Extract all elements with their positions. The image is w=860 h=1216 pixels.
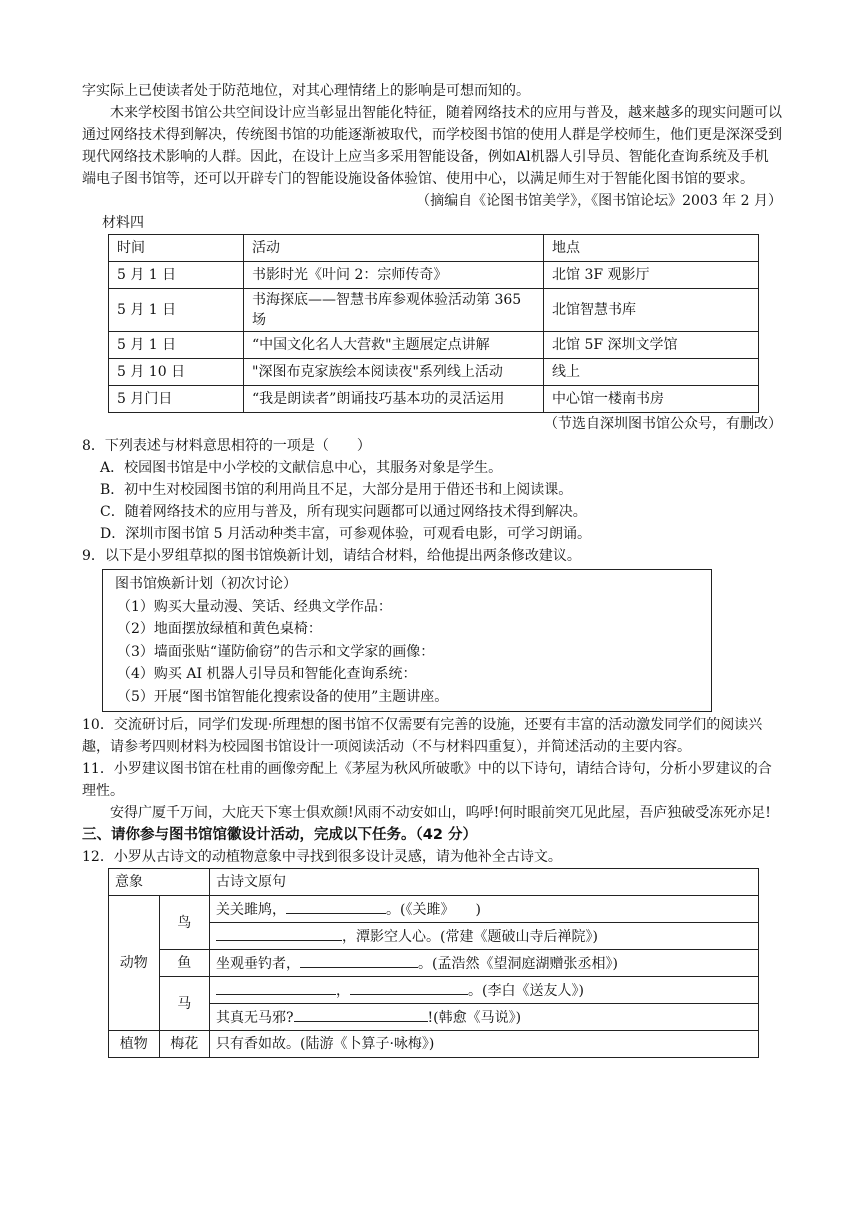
- material4-table: [108, 234, 759, 413]
- cell-activity: “中国文化名人大营救"主题展定点讲解: [244, 332, 544, 359]
- plan-item: （1）购买大量动漫、笑话、经典文学作品：: [117, 598, 392, 615]
- table-header-row: [109, 235, 759, 262]
- question-12-stem: 12．小罗从古诗文的动植物意象中寻找到很多设计灵感，请为他补全古诗文。: [82, 849, 562, 865]
- header-original-text: 古诗文原句: [210, 869, 759, 896]
- q8-option-b: B．初中生对校园图书馆的利用尚且不足，大部分是用于借还书和上阅读课。: [100, 482, 573, 498]
- answer-blank[interactable]: [216, 926, 342, 941]
- table-row: [109, 332, 759, 359]
- plan-item: （2）地面摆放绿植和黄色桌椅：: [117, 621, 322, 637]
- answer-blank[interactable]: [300, 953, 418, 968]
- table-row: [109, 386, 759, 413]
- imagery-table: [108, 868, 759, 1058]
- table-row: [109, 262, 759, 289]
- table-row: [109, 359, 759, 386]
- plan-title: 图书馆焕新计划（初次讨论）: [115, 576, 297, 592]
- image-fish: 鱼: [159, 950, 210, 977]
- material3-tail-line: 字实际上已使读者处于防范地位，对其心理情绪上的影响是可想而知的。: [82, 83, 530, 99]
- q8-option-c: C．随着网络技术的应用与普及，所有现实问题都可以通过网络技术得到解决。: [100, 504, 587, 520]
- plan-item: （5）开展“图书馆智能化搜索设备的使用”主题讲座。: [117, 688, 449, 705]
- q8-option-d: D．深圳市图书馆 5 月活动种类丰富，可参观体验，可观看电影，可学习朗诵。: [100, 526, 592, 542]
- material4-label: 材料四: [102, 215, 144, 231]
- verse-text: 。(孟浩然《望洞庭湖赠张丞相》): [418, 955, 618, 972]
- table-header-row: [109, 869, 759, 896]
- cell-place: 线上: [544, 359, 759, 386]
- category-plant: 植物: [109, 1031, 160, 1058]
- cell-place: 中心馆一楼南书房: [544, 386, 759, 413]
- cell-activity: "深图布克家族绘本阅读夜"系列线上活动: [244, 359, 544, 386]
- answer-blank[interactable]: [286, 899, 386, 914]
- verse-text: ，潭影空人心。(常建《题破山寺后禅院》): [342, 928, 598, 945]
- cell-time: 5 月 1 日: [109, 332, 244, 359]
- table-row: [109, 1031, 759, 1058]
- verse-text: 。(《关雎》 ): [386, 901, 481, 918]
- image-horse: 马: [159, 977, 210, 1031]
- verse-cell: [210, 950, 759, 977]
- question-11-stem: 11．小罗建议图书馆在杜甫的画像旁配上《茅屋为秋风所破歌》中的以下诗句，请结合诗句，分析小罗建议的合理性。: [82, 761, 772, 799]
- plan-item: （3）墙面张贴“谨防偷窃”的告示和文学家的画像：: [117, 643, 435, 660]
- answer-blank[interactable]: [350, 980, 468, 995]
- verse-text: !(韩愈《马说》): [427, 1009, 522, 1026]
- header-time: 时间: [109, 235, 244, 262]
- category-animal: 动物: [109, 896, 160, 1031]
- verse-cell: [210, 1004, 759, 1031]
- cell-place: 北馆 5F 深圳文学馆: [544, 332, 759, 359]
- cell-activity: “我是朗读者”朗诵技巧基本功的灵活运用: [244, 386, 544, 413]
- cell-time: 5 月门日: [109, 386, 244, 413]
- cell-time: 5 月 1 日: [109, 262, 244, 289]
- question-10: 10．交流研讨后，同学们发现·所理想的图书馆不仅需要有完善的设施，还要有丰富的活动激发同学们的阅读兴趣，请参考四则材料为校园图书馆设计一项阅读活动（不与材料四重复），并简述活动的主要内容。: [82, 717, 763, 755]
- verse-text: ，: [336, 982, 350, 999]
- image-plum: 梅花: [159, 1031, 210, 1058]
- cell-place: 北馆 3F 观影厅: [544, 262, 759, 289]
- table-row: [109, 896, 759, 923]
- renovation-plan-box: [102, 569, 712, 712]
- question-8-stem: 8．下列表述与材料意思相符的一项是（ ）: [82, 438, 371, 454]
- verse-text: 关关雎鸠，: [216, 901, 286, 918]
- material4-source: （节选自深圳图书馆公众号，有删改）: [544, 416, 782, 432]
- poem-excerpt: 安得广厦千万间，大庇天下寒士俱欢颜!风雨不动安如山，呜呼!何时眼前突兀见此屋，吾庐独破受冻死亦足!: [110, 805, 771, 821]
- table-row: [109, 289, 759, 332]
- table-row: [109, 977, 759, 1004]
- answer-blank[interactable]: [294, 1007, 428, 1022]
- section-3-heading: 三、请你参与图书馆馆徽设计活动，完成以下任务。（42 分）: [82, 827, 477, 843]
- verse-cell: 只有香如故。(陆游《卜算子·咏梅》): [210, 1031, 759, 1058]
- material3-paragraph: 木来学校图书馆公共空间设计应当彰显出智能化特征，随着网络技术的应用与普及，越来越多的现实问题可以通过网络技术得到解决，传统图书馆的功能逐渐被取代，而学校图书馆的使用人群是学校师生，他们更是深深受到现代网络技术影响的人群。因此，在设计上应当多采用智能设备，例如Al机器人引导员、智能化查询系统及手机端电子图书馆等，还可以开辟专门的智能设施设备体验馆、使用中心，以满足师生对于智能化图书馆的要求。: [82, 105, 782, 187]
- question-9-stem: 9．以下是小罗组草拟的图书馆焕新计划，请结合材料，给他提出两条修改建议。: [82, 548, 581, 564]
- header-activity: 活动: [244, 235, 544, 262]
- verse-cell: [210, 896, 759, 923]
- cell-place: 北馆智慧书库: [544, 289, 759, 332]
- table-row: [109, 950, 759, 977]
- material3-source: （摘编自《论图书馆美学》，《图书馆论坛》2003 年 2 月）: [416, 193, 782, 209]
- cell-time: 5 月 10 日: [109, 359, 244, 386]
- answer-blank[interactable]: [216, 980, 336, 995]
- verse-cell: [210, 923, 759, 950]
- q8-option-a: A．校园图书馆是中小学校的文献信息中心，其服务对象是学生。: [100, 460, 503, 476]
- cell-activity: 书影时光《叶问 2：宗师传奇》: [244, 262, 544, 289]
- verse-cell: [210, 977, 759, 1004]
- verse-text: 。(李白《送友人》): [468, 982, 584, 999]
- header-imagery: 意象: [109, 869, 210, 896]
- verse-text: 其真无马邪?: [216, 1009, 294, 1026]
- verse-text: 坐观垂钓者，: [216, 955, 300, 972]
- cell-time: 5 月 1 日: [109, 289, 244, 332]
- plan-item: （4）购买 AI 机器人引导员和智能化查询系统：: [117, 666, 417, 682]
- image-bird: 鸟: [159, 896, 210, 950]
- document-page: [82, 80, 782, 1058]
- cell-activity: 书海探底——智慧书库参观体验活动第 365 场: [244, 289, 544, 332]
- header-place: 地点: [544, 235, 759, 262]
